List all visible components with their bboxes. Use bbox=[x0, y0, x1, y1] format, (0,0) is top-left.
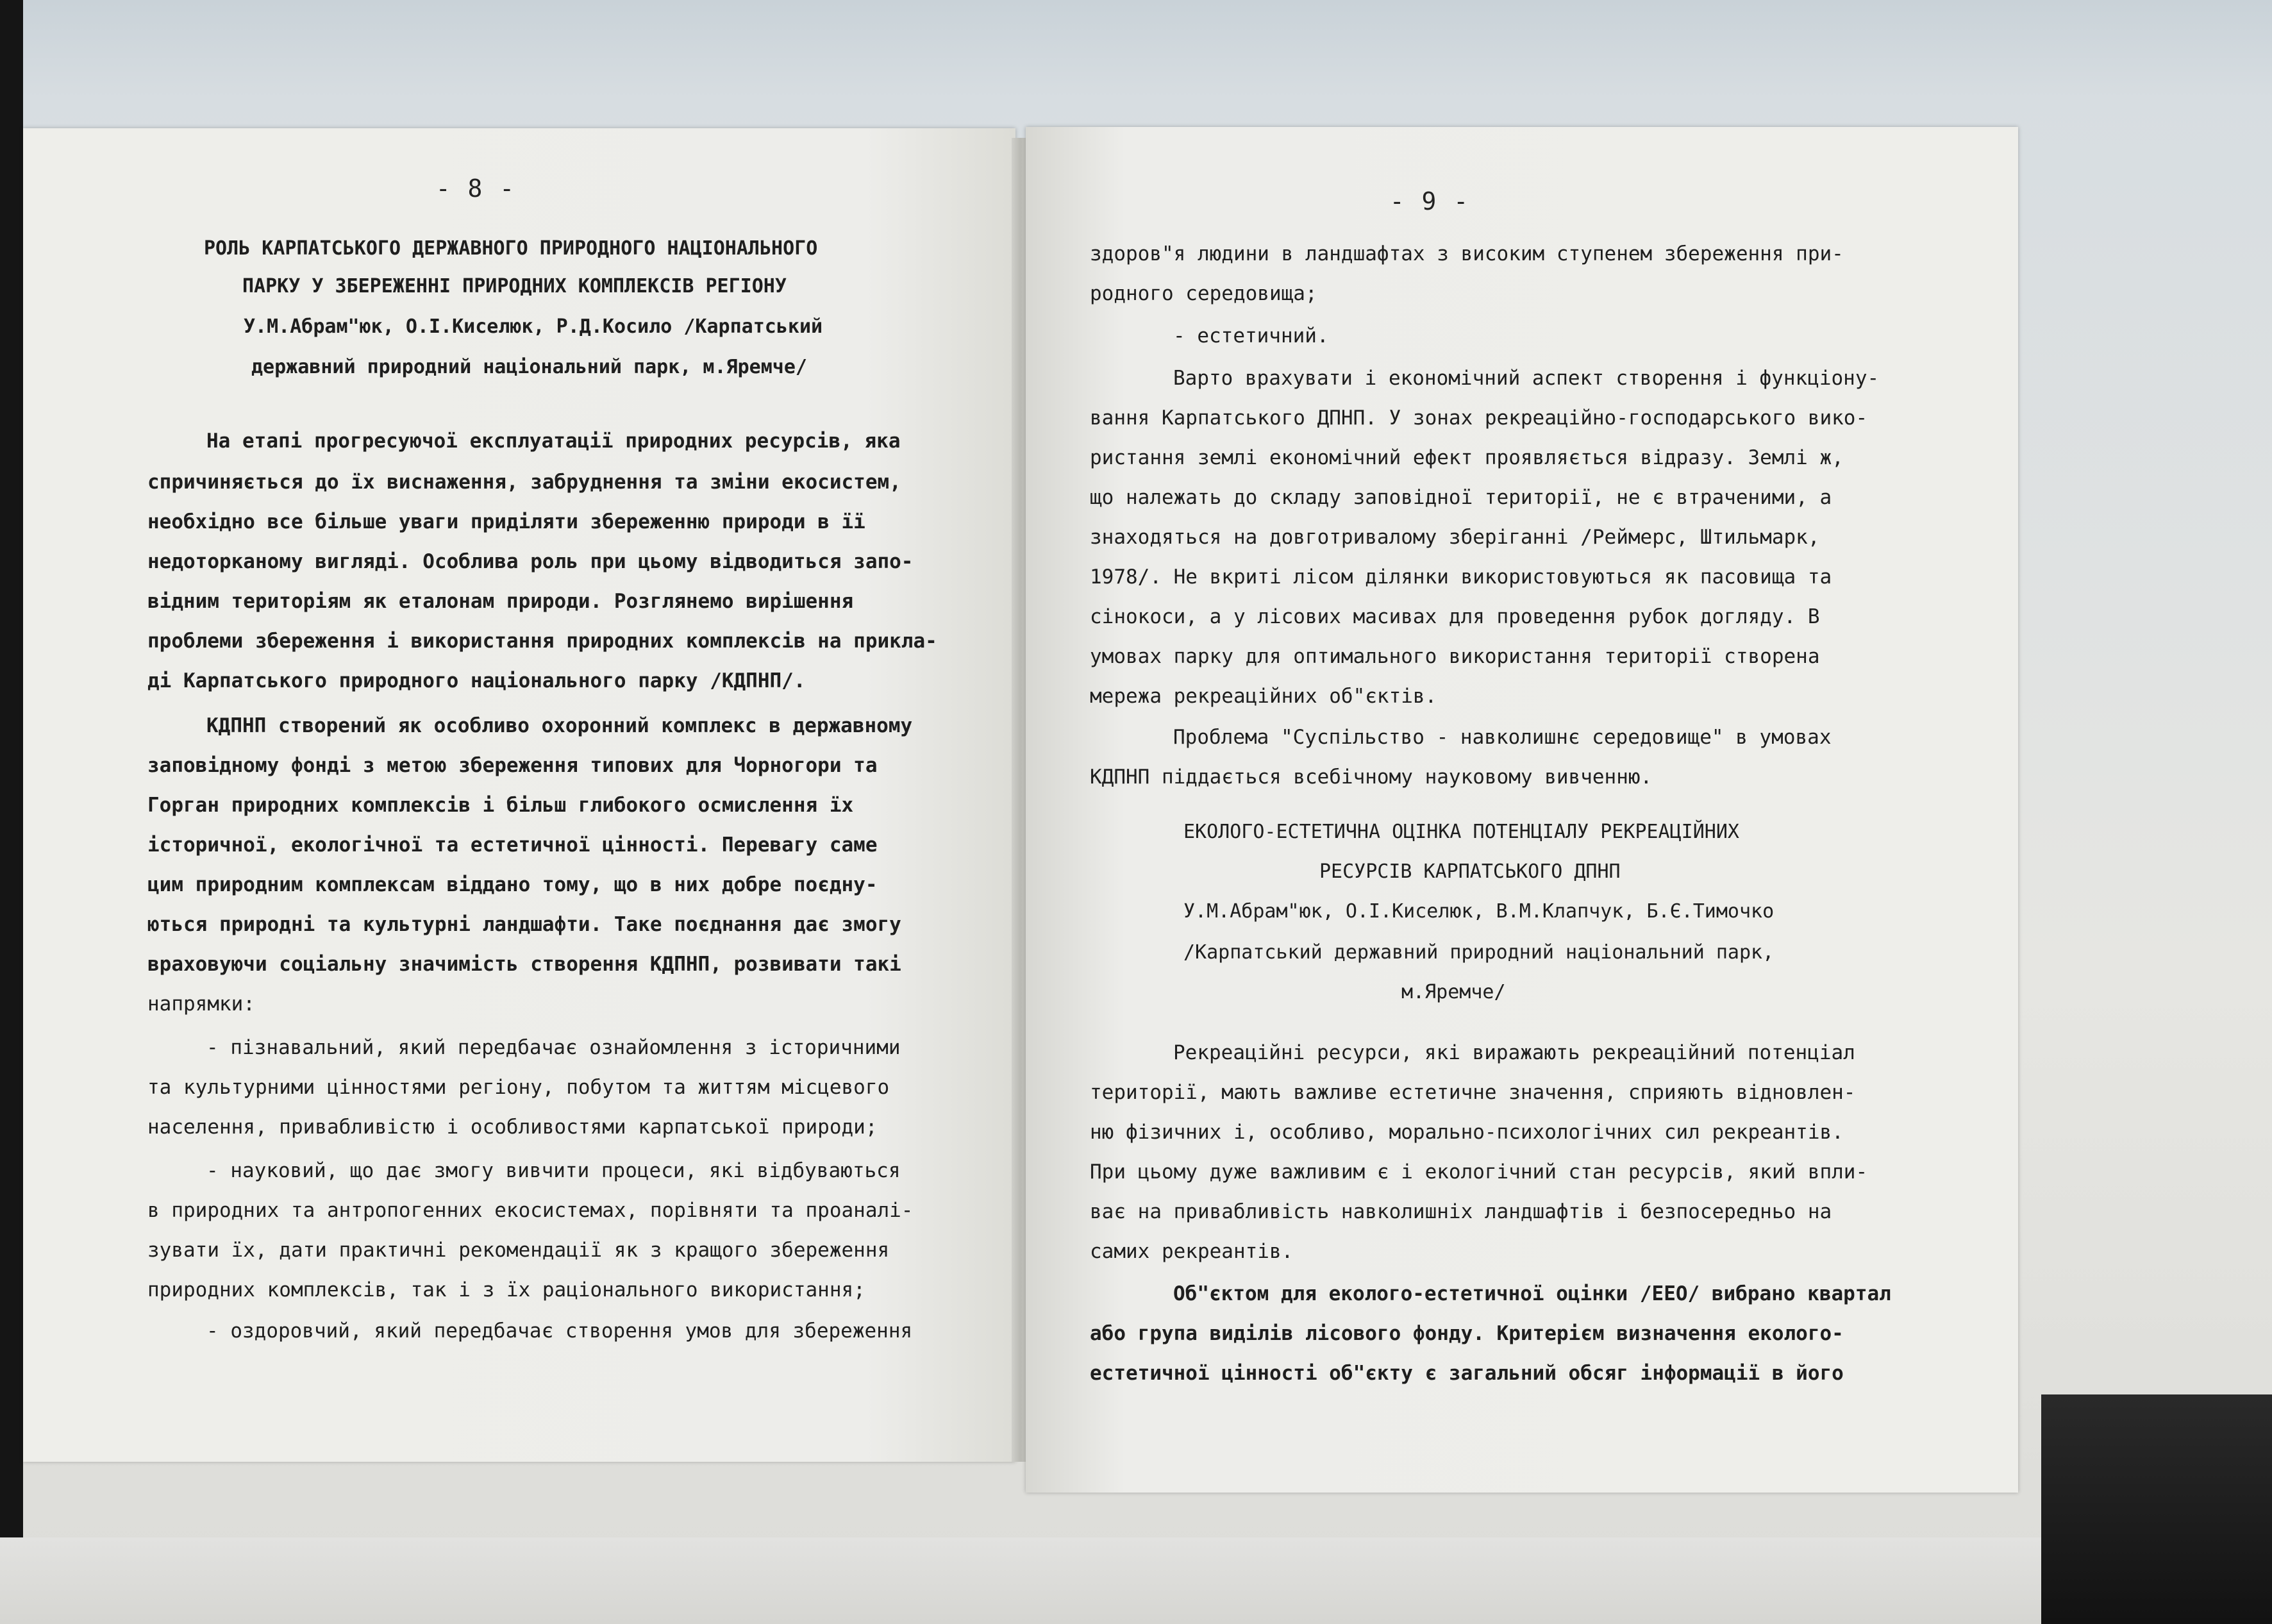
right-authors-line-2: /Карпатський державний природний національний парк, bbox=[1183, 941, 1775, 964]
left-paragraph-line: та культурними цінностями регіону, побутом та життям місцевого bbox=[147, 1076, 890, 1099]
right-paragraph-line: самих рекреантів. bbox=[1090, 1240, 1294, 1263]
left-paragraph-line: зувати їх, дати практичні рекомендації як з кращого збереження bbox=[147, 1239, 890, 1262]
right-paragraph-line: мережа рекреаційних об"єктів. bbox=[1090, 685, 1437, 708]
left-page-number: - 8 - bbox=[435, 174, 516, 203]
left-title-line-2: ПАРКУ У ЗБЕРЕЖЕННІ ПРИРОДНИХ КОМПЛЕКСІВ РЕГІОНУ bbox=[242, 275, 787, 297]
left-paragraph-line: населення, привабливістю і особливостями карпатської природи; bbox=[147, 1116, 878, 1139]
right-title-line-1: ЕКОЛОГО-ЕСТЕТИЧНА ОЦІНКА ПОТЕНЦІАЛУ РЕКРЕАЦІЙНИХ bbox=[1183, 821, 1739, 843]
right-paragraph-line: території, мають важливе естетичне значення, сприяють відновлен- bbox=[1090, 1081, 1856, 1104]
right-paragraph-line: родного середовища; bbox=[1090, 282, 1317, 305]
right-paragraph-line: умовах парку для оптимального використання території створена bbox=[1090, 645, 1820, 668]
left-paragraph-line: враховуючи соціальну значимість створення КДПНП, розвивати такі bbox=[147, 953, 901, 976]
right-paragraph-line: Проблема "Суспільство - навколишнє середовище" в умовах bbox=[1173, 726, 1832, 749]
right-paragraph-line: естетичної цінності об"єкту є загальний обсяг інформації в його bbox=[1090, 1362, 1844, 1385]
left-paragraph-line: - науковий, що дає змогу вивчити процеси, які відбуваються bbox=[206, 1159, 901, 1182]
right-authors-line-1: У.М.Абрам"юк, О.І.Киселюк, В.М.Клапчук, Б.Є.Тимочко bbox=[1183, 900, 1775, 923]
left-paragraph-line: необхідно все більше уваги приділяти збереженню природи в її bbox=[147, 510, 865, 533]
left-paragraph-line: Горган природних комплексів і більш глибокого осмислення їх bbox=[147, 794, 854, 817]
left-paragraph-line: цим природним комплексам віддано тому, що в них добре поєдну- bbox=[147, 873, 878, 896]
left-paragraph-line: недоторканому вигляді. Особлива роль при цьому відводиться запо- bbox=[147, 550, 914, 573]
right-paragraph-line: знаходяться на довготривалому зберіганні /Реймерс, Штильмарк, bbox=[1090, 526, 1820, 549]
right-paragraph-line: При цьому дуже важливим є і екологічний стан ресурсів, який впли- bbox=[1090, 1160, 1868, 1184]
right-paragraph-line: - естетичний. bbox=[1173, 324, 1329, 347]
left-paragraph-line: ді Карпатського природного національного парку /КДПНП/. bbox=[147, 669, 806, 692]
left-title-line-1: РОЛЬ КАРПАТСЬКОГО ДЕРЖАВНОГО ПРИРОДНОГО НАЦІОНАЛЬНОГО bbox=[204, 237, 818, 260]
left-paragraph-line: напрямки: bbox=[147, 992, 255, 1016]
left-paragraph-line: КДПНП створений як особливо охоронний комплекс в державному bbox=[206, 714, 913, 737]
right-paragraph-line: Рекреаційні ресурси, які виражають рекреаційний потенціал bbox=[1173, 1041, 1855, 1064]
scan-dark-corner bbox=[2041, 1394, 2272, 1624]
right-paragraph-line: сінокоси, а у лісових масивах для проведення рубок догляду. В bbox=[1090, 605, 1820, 628]
right-paragraph-line: що належать до складу заповідної території, не є втраченими, а bbox=[1090, 486, 1832, 509]
right-paragraph-line: ває на привабливість навколишніх ландшафтів і безпосередньо на bbox=[1090, 1200, 1832, 1223]
left-paragraph-line: ються природні та культурні ландшафти. Таке поєднання дає змогу bbox=[147, 913, 901, 936]
left-paragraph-line: - оздоровчий, який передбачає створення умов для збереження bbox=[206, 1319, 913, 1343]
left-paragraph-line: природних комплексів, так і з їх раціонального використання; bbox=[147, 1278, 865, 1302]
scan-bottom-band bbox=[0, 1537, 2272, 1624]
left-paragraph-line: заповідному фонді з метою збереження типових для Чорногори та bbox=[147, 754, 878, 777]
left-paragraph-line: спричиняється до їх виснаження, забруднення та зміни екосистем, bbox=[147, 471, 901, 494]
right-paragraph-line: вання Карпатського ДПНП. У зонах рекреаційно-господарського вико- bbox=[1090, 406, 1868, 430]
left-authors-line-2: державний природний національний парк, м.Яремче/ bbox=[251, 356, 807, 378]
right-paragraph-line: 1978/. Не вкриті лісом ділянки використовуються як пасовища та bbox=[1090, 565, 1832, 589]
right-page-number: - 9 - bbox=[1389, 187, 1470, 215]
left-authors-line-1: У.М.Абрам"юк, О.І.Киселюк, Р.Д.Косило /Карпатський bbox=[244, 315, 823, 338]
right-title-line-2: РЕСУРСІВ КАРПАТСЬКОГО ДПНП bbox=[1319, 860, 1621, 883]
left-paragraph-line: історичної, екологічної та естетичної цінності. Перевагу саме bbox=[147, 833, 878, 857]
left-paragraph-line: - пізнавальний, який передбачає ознайомлення з історичними bbox=[206, 1036, 901, 1059]
scan-left-edge bbox=[0, 0, 23, 1624]
right-paragraph-line: або група виділів лісового фонду. Критерієм визначення еколого- bbox=[1090, 1322, 1844, 1345]
left-paragraph-line: відним територіям як еталонам природи. Розглянемо вирішення bbox=[147, 590, 854, 613]
right-paragraph-line: КДПНП піддається всебічному науковому вивченню. bbox=[1090, 766, 1653, 789]
right-paragraph-line: ню фізичних і, особливо, морально-психологічних сил рекреантів. bbox=[1090, 1121, 1844, 1144]
right-paragraph-line: ристання землі економічний ефект проявляється відразу. Землі ж, bbox=[1090, 446, 1844, 469]
left-paragraph-line: проблеми збереження і використання природних комплексів на прикла- bbox=[147, 630, 937, 653]
left-paragraph-line: в природних та антропогенних екосистемах, порівняти та проаналі- bbox=[147, 1199, 914, 1222]
right-paragraph-line: Варто врахувати і економічний аспект створення і функціону- bbox=[1173, 367, 1880, 390]
left-paragraph-line: На етапі прогресуючої експлуатації природних ресурсів, яка bbox=[206, 430, 901, 453]
right-paragraph-line: Об"єктом для еколого-естетичної оцінки /ЕЕО/ вибрано квартал bbox=[1173, 1282, 1891, 1305]
right-authors-line-3: м.Яремче/ bbox=[1401, 981, 1506, 1003]
right-paragraph-line: здоров"я людини в ландшафтах з високим ступенем збереження при- bbox=[1090, 242, 1844, 265]
